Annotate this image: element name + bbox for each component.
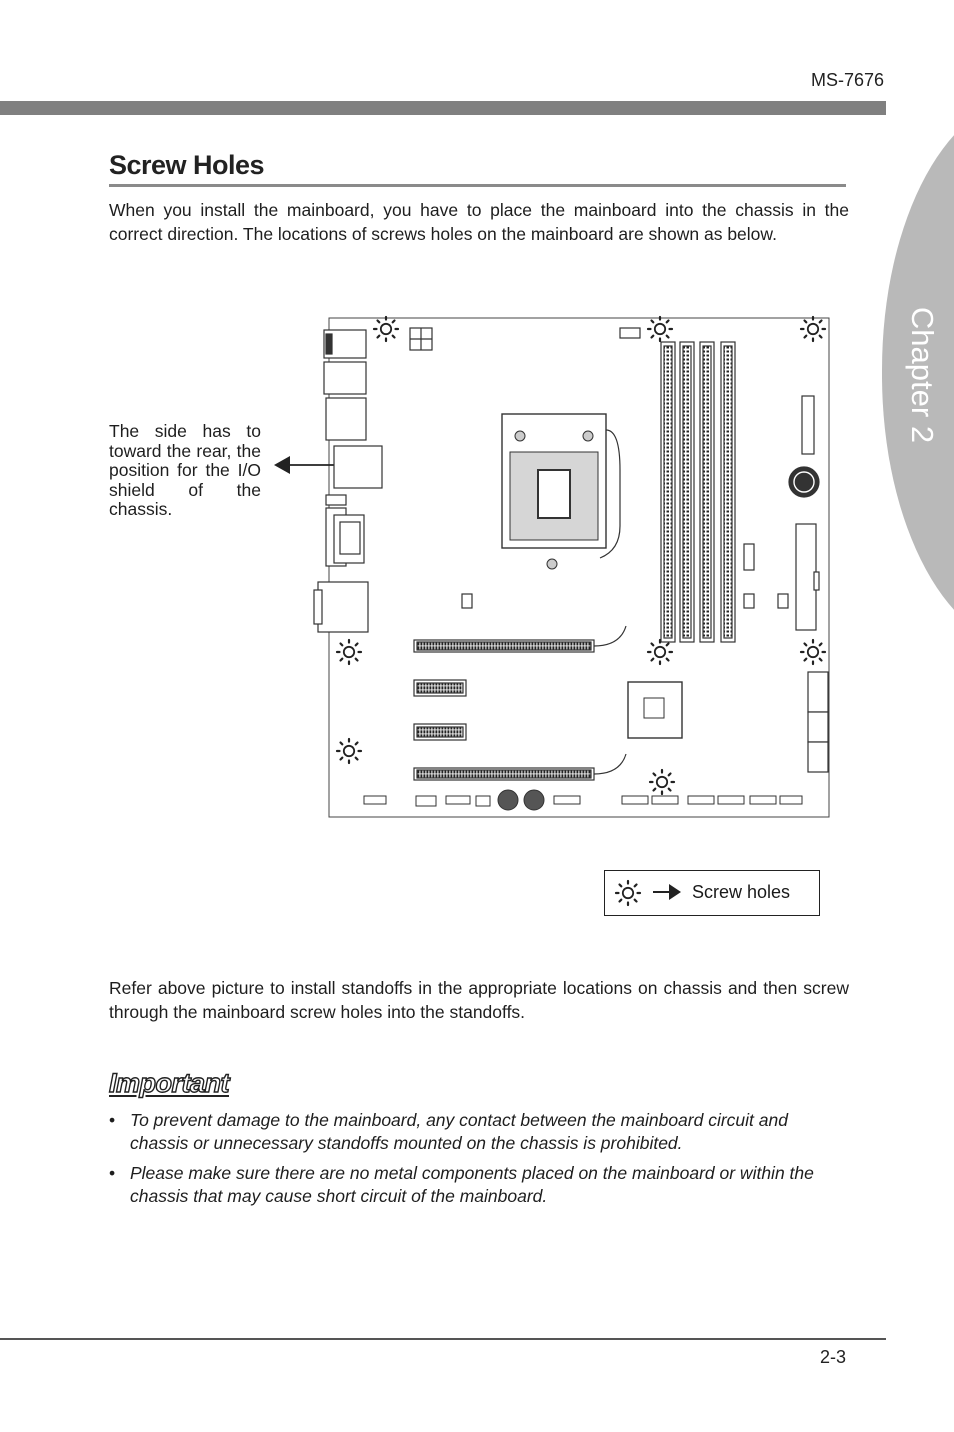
intro-paragraph: When you install the mainboard, you have to place the mainboard into the chassis in the correct direction. The locations of screws holes on the mainboard are shown as below. (109, 200, 849, 244)
list-item-text: Please make sure there are no metal components placed on the mainboard or within the chassis that may cause short circuit of the mainboard. (130, 1163, 814, 1206)
important-heading: Important (109, 1068, 229, 1098)
screw-hole-icon (648, 640, 672, 664)
title-underline (109, 184, 846, 187)
cpu-socket (502, 414, 620, 569)
list-item (109, 1162, 849, 1208)
list-item (109, 1109, 849, 1155)
important-list (109, 1109, 849, 1215)
list-item-text: To prevent damage to the mainboard, any contact between the mainboard circuit and chassis or unnecessary standoffs mounted on the chassis is prohibited. (130, 1110, 788, 1153)
chipset (628, 682, 682, 738)
legend-box (604, 870, 820, 916)
page-number: 2-3 (819, 1347, 846, 1367)
screw-hole-icon (650, 770, 674, 794)
chapter-tab-label: Chapter 2 (905, 306, 940, 444)
arrow-right-icon (653, 882, 683, 902)
rear-io-arrow (274, 456, 334, 474)
legend-label: Screw holes (692, 882, 791, 902)
screw-hole-icon (613, 878, 643, 908)
screw-hole-icon (801, 640, 825, 664)
bullet: • (109, 1163, 116, 1183)
instructions-paragraph: Refer above picture to install standoffs in the appropriate locations on chassis and then screw through the mainboard screw holes into the standoffs. (109, 978, 849, 1022)
bullet: • (109, 1110, 116, 1130)
footer-rule (0, 1338, 886, 1340)
mainboard-diagram (270, 310, 840, 822)
side-note: The side has to toward the rear, the position for the I/O shield of the chassis. (109, 421, 261, 519)
header-bar (0, 101, 886, 115)
section-title: Screw Holes (109, 150, 265, 180)
model-number: MS-7676 (810, 70, 884, 90)
